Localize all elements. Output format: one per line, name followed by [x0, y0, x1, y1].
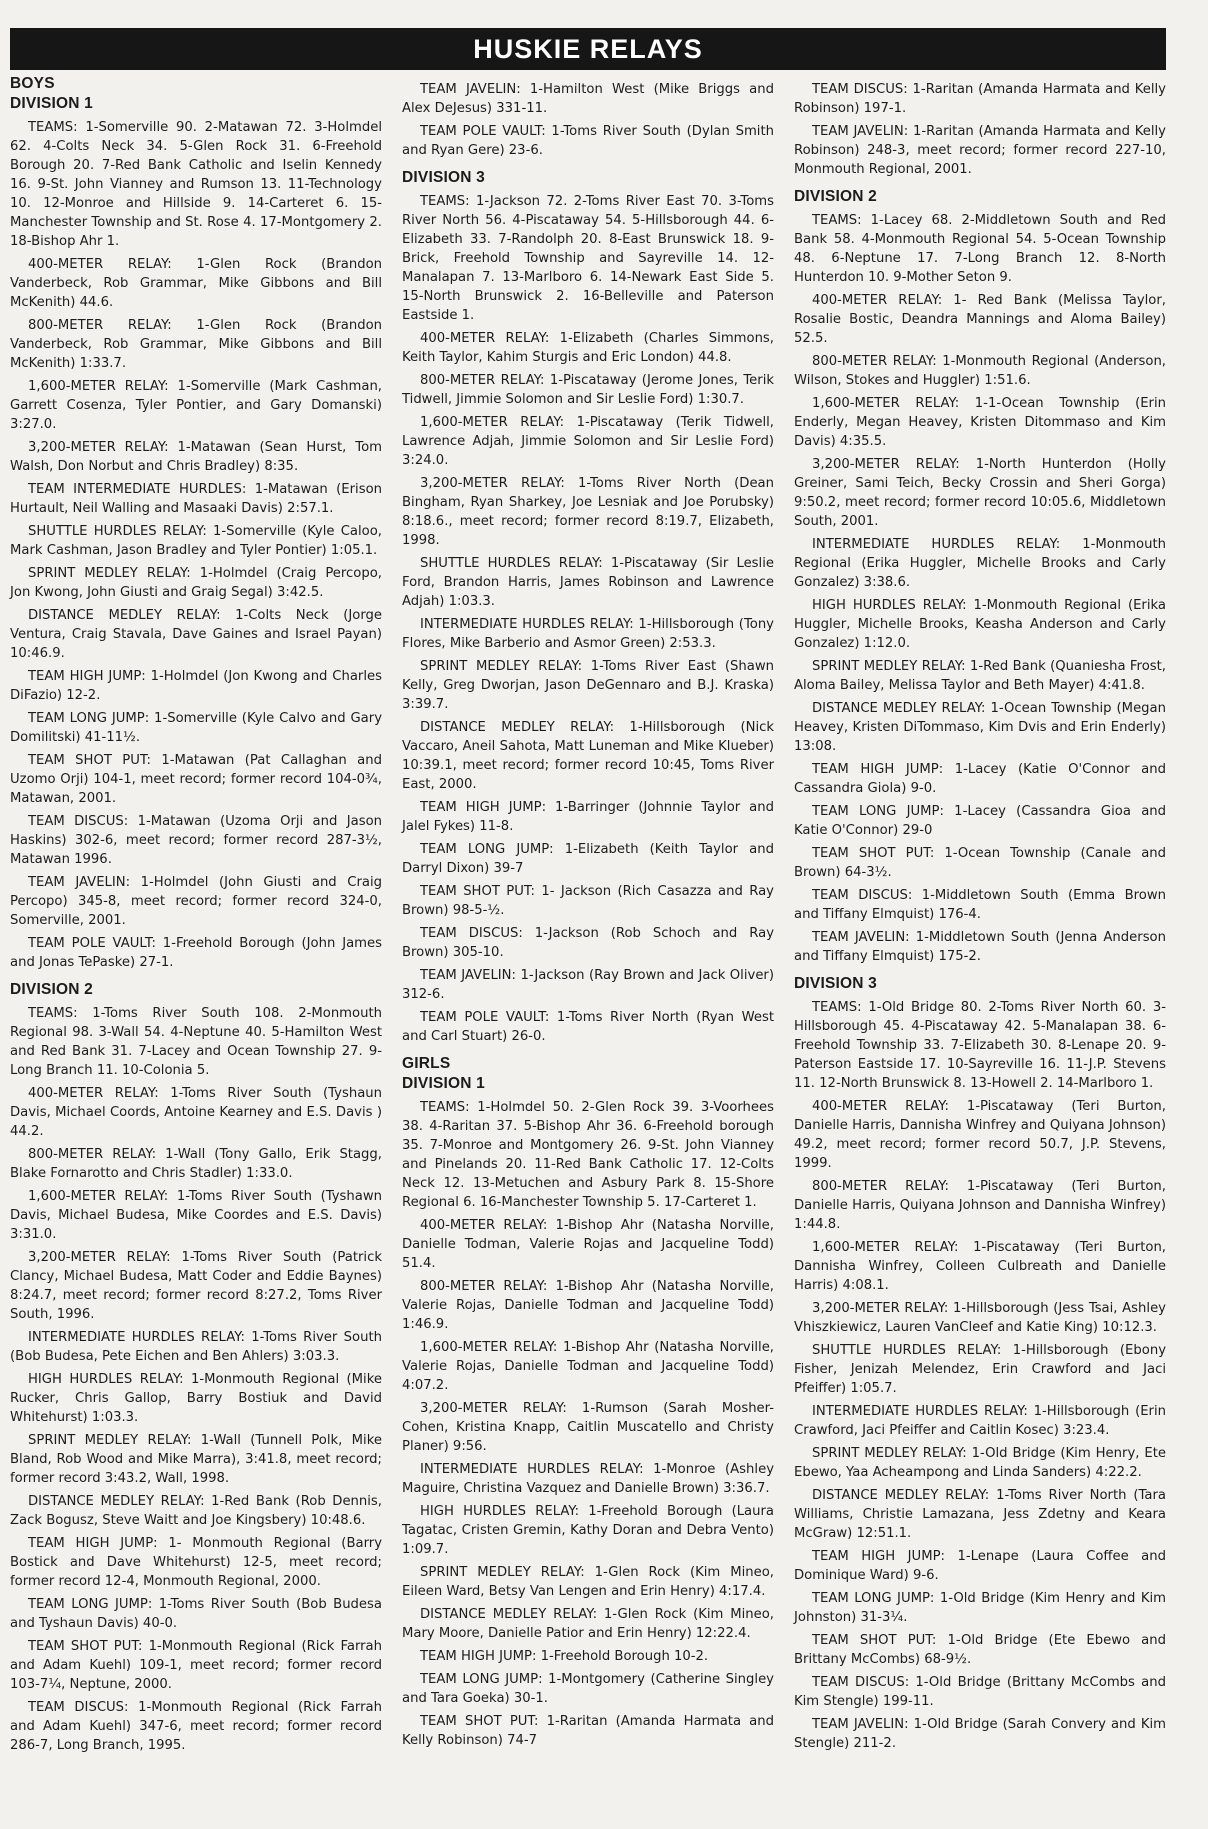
result-entry: TEAM POLE VAULT: 1-Freehold Borough (John James and Jonas TePaske) 27-1.	[10, 936, 382, 970]
result-entry: TEAM LONG JUMP: 1-Elizabeth (Keith Taylor and Darryl Dixon) 39-7	[402, 842, 774, 876]
result-entry: DISTANCE MEDLEY RELAY: 1-Colts Neck (Jorge Ventura, Craig Stavala, Dave Gaines and Israel Payan) 10:46.9.	[10, 608, 382, 661]
result-entry: 400-METER RELAY: 1-Piscataway (Teri Burton, Danielle Harris, Dannisha Winfrey and Quiyana Johnson) 49.2, meet record; former record 50.7, J.P. Stevens, 1999.	[794, 1099, 1166, 1171]
result-entry: HIGH HURDLES RELAY: 1-Monmouth Regional (Mike Rucker, Chris Gallop, Barry Bostiuk and David Whitehurst) 1:03.3.	[10, 1372, 382, 1425]
result-entry: 3,200-METER RELAY: 1-Toms River North (Dean Bingham, Ryan Sharkey, Joe Lesniak and Joe Porubsky) 8:18.6., meet record; former record 8:19.7, Elizabeth, 1998.	[402, 476, 774, 548]
result-entry: TEAM LONG JUMP: 1-Somerville (Kyle Calvo and Gary Domilitski) 41-11½.	[10, 711, 382, 745]
result-entry: 3,200-METER RELAY: 1-North Hunterdon (Holly Greiner, Sami Teich, Becky Crossin and Sheri Gorga) 9:50.2, meet record; former record 10:05.6, Middletown South, 2001.	[794, 457, 1166, 529]
result-entry: TEAM SHOT PUT: 1-Matawan (Pat Callaghan and Uzomo Orji) 104-1, meet record; former record 104-0¾, Matawan, 2001.	[10, 753, 382, 806]
result-entry: 400-METER RELAY: 1-Elizabeth (Charles Simmons, Keith Taylor, Kahim Sturgis and Eric London) 44.8.	[402, 331, 774, 365]
result-entry: TEAM DISCUS: 1-Monmouth Regional (Rick Farrah and Adam Kuehl) 347-6, meet record; former record 286-7, Long Branch, 1995.	[10, 1700, 382, 1753]
section-heading: DIVISION 3	[402, 169, 485, 186]
result-entry: 1,600-METER RELAY: 1-Bishop Ahr (Natasha Norville, Valerie Rojas, Danielle Todman and Jacqueline Todd) 4:07.2.	[402, 1340, 774, 1393]
result-entry: INTERMEDIATE HURDLES RELAY: 1-Monmouth Regional (Erika Huggler, Michelle Brooks and Carly Gonzalez) 3:38.6.	[794, 537, 1166, 590]
section-heading: DIVISION 2	[10, 981, 93, 998]
result-entry: TEAM HIGH JUMP: 1-Barringer (Johnnie Taylor and Jalel Fykes) 11-8.	[402, 800, 774, 834]
result-entry: TEAM SHOT PUT: 1-Old Bridge (Ete Ebewo and Brittany McCombs) 68-9½.	[794, 1633, 1166, 1667]
result-entry: SHUTTLE HURDLES RELAY: 1-Somerville (Kyle Caloo, Mark Cashman, Jason Bradley and Tyler Pontier) 1:05.1.	[10, 524, 382, 558]
result-entry: 400-METER RELAY: 1- Red Bank (Melissa Taylor, Rosalie Bostic, Deandra Mannings and Aloma Bailey) 52.5.	[794, 293, 1166, 346]
section-heading: GIRLS	[402, 1055, 451, 1072]
section-heading: DIVISION 3	[794, 975, 877, 992]
result-entry: 800-METER RELAY: 1-Monmouth Regional (Anderson, Wilson, Stokes and Huggler) 1:51.6.	[794, 354, 1166, 388]
result-entry: TEAM POLE VAULT: 1-Toms River North (Ryan West and Carl Stuart) 26-0.	[402, 1010, 774, 1044]
section-heading: DIVISION 1	[10, 95, 93, 112]
result-entry: 3,200-METER RELAY: 1-Matawan (Sean Hurst, Tom Walsh, Don Norbut and Chris Bradley) 8:35.	[10, 440, 382, 474]
result-entry: TEAM DISCUS: 1-Raritan (Amanda Harmata and Kelly Robinson) 197-1.	[794, 82, 1166, 116]
section-banner: HUSKIE RELAYS	[10, 28, 1166, 70]
result-entry: 3,200-METER RELAY: 1-Toms River South (Patrick Clancy, Michael Budesa, Matt Coder and Eddie Baynes) 8:24.7, meet record; former record 8:27.2, Toms River South, 1996.	[10, 1250, 382, 1322]
result-entry: TEAM SHOT PUT: 1- Jackson (Rich Casazza and Ray Brown) 98-5-½.	[402, 884, 774, 918]
result-entry: TEAM HIGH JUMP: 1-Holmdel (Jon Kwong and Charles DiFazio) 12-2.	[10, 669, 382, 703]
result-entry: TEAM JAVELIN: 1-Raritan (Amanda Harmata and Kelly Robinson) 248-3, meet record; former record 227-10, Monmouth Regional, 2001.	[794, 124, 1166, 177]
result-entry: TEAM SHOT PUT: 1-Monmouth Regional (Rick Farrah and Adam Kuehl) 109-1, meet record; former record 103-7¼, Neptune, 2000.	[10, 1639, 382, 1692]
result-entry: SPRINT MEDLEY RELAY: 1-Wall (Tunnell Polk, Mike Bland, Rob Wood and Mike Marra), 3:41.8, meet record; former record 3:43.2, Wall, 1998.	[10, 1433, 382, 1486]
result-entry: TEAMS: 1-Old Bridge 80. 2-Toms River North 60. 3-Hillsborough 45. 4-Piscataway 42. 5-Manalapan 38. 6-Freehold Township 33. 7-Elizabeth 30. 8-Lenape 20. 9-Paterson Eastside 17. 10-Sayreville 16. 11-J.P. Stevens 11. 12-North Brunswick 8. 13-Howell 2. 14-Marlboro 1.	[794, 1000, 1166, 1091]
result-entry: TEAM LONG JUMP: 1-Lacey (Cassandra Gioa and Katie O'Connor) 29-0	[794, 804, 1166, 838]
result-entry: TEAM JAVELIN: 1-Holmdel (John Giusti and Craig Percopo) 345-8, meet record; former record 324-0, Somerville, 2001.	[10, 875, 382, 928]
result-entry: 800-METER RELAY: 1-Bishop Ahr (Natasha Norville, Valerie Rojas, Danielle Todman and Jacqueline Todd) 1:46.9.	[402, 1279, 774, 1332]
result-entry: TEAM DISCUS: 1-Jackson (Rob Schoch and Ray Brown) 305-10.	[402, 926, 774, 960]
result-entry: HIGH HURDLES RELAY: 1-Freehold Borough (Laura Tagatac, Cristen Gremin, Kathy Doran and Debra Vento) 1:09.7.	[402, 1504, 774, 1557]
result-entry: TEAMS: 1-Lacey 68. 2-Middletown South and Red Bank 58. 4-Monmouth Regional 54. 5-Ocean Township 48. 6-Neptune 17. 7-Long Branch 12. 8-North Hunterdon 10. 9-Mother Seton 9.	[794, 213, 1166, 285]
result-entry: SPRINT MEDLEY RELAY: 1-Toms River East (Shawn Kelly, Greg Dworjan, Jason DeGennaro and B.J. Kraska) 3:39.7.	[402, 659, 774, 712]
result-entry: TEAM JAVELIN: 1-Hamilton West (Mike Briggs and Alex DeJesus) 331-11.	[402, 82, 774, 116]
section-heading: BOYS	[10, 75, 55, 92]
result-entry: TEAM JAVELIN: 1-Old Bridge (Sarah Convery and Kim Stengle) 211-2.	[794, 1717, 1166, 1751]
results-page	[10, 28, 1166, 1759]
result-entry: TEAMS: 1-Toms River South 108. 2-Monmouth Regional 98. 3-Wall 54. 4-Neptune 40. 5-Hamilton West and Red Bank 31. 7-Lacey and Ocean Township 27. 9-Long Branch 11. 10-Colonia 5.	[10, 1006, 382, 1078]
section-heading: DIVISION 2	[794, 188, 877, 205]
result-entry: HIGH HURDLES RELAY: 1-Monmouth Regional (Erika Huggler, Michelle Brooks, Keasha Anderson and Carly Gonzalez) 1:12.0.	[794, 598, 1166, 651]
column-3	[794, 74, 1166, 1759]
result-entry: 3,200-METER RELAY: 1-Hillsborough (Jess Tsai, Ashley Vhiszkiewicz, Lauren VanCleef and Katie King) 10:12.3.	[794, 1301, 1166, 1335]
section-heading: DIVISION 1	[402, 1075, 485, 1092]
column-2	[402, 74, 774, 1759]
result-entry: 800-METER RELAY: 1-Piscataway (Jerome Jones, Terik Tidwell, Jimmie Solomon and Sir Leslie Ford) 1:30.7.	[402, 373, 774, 407]
result-entry: TEAM HIGH JUMP: 1-Lenape (Laura Coffee and Dominique Ward) 9-6.	[794, 1549, 1166, 1583]
result-entry: SPRINT MEDLEY RELAY: 1-Glen Rock (Kim Mineo, Eileen Ward, Betsy Van Lengen and Erin Henry) 4:17.4.	[402, 1565, 774, 1599]
result-entry: 1,600-METER RELAY: 1-Toms River South (Tyshawn Davis, Michael Budesa, Mike Coordes and E.S. Davis) 3:31.0.	[10, 1189, 382, 1242]
results-columns	[10, 74, 1166, 1759]
result-entry: 1,600-METER RELAY: 1-Somerville (Mark Cashman, Garrett Cosenza, Tyler Pontier, and Gary Domanski) 3:27.0.	[10, 379, 382, 432]
result-entry: DISTANCE MEDLEY RELAY: 1-Hillsborough (Nick Vaccaro, Aneil Sahota, Matt Luneman and Mike Klueber) 10:39.1, meet record; former record 10:45, Toms River East, 2000.	[402, 720, 774, 792]
result-entry: DISTANCE MEDLEY RELAY: 1-Ocean Township (Megan Heavey, Kristen DiTommaso, Kim Dvis and Erin Enderly) 13:08.	[794, 701, 1166, 754]
result-entry: TEAM JAVELIN: 1-Middletown South (Jenna Anderson and Tiffany Elmquist) 175-2.	[794, 930, 1166, 964]
result-entry: TEAM LONG JUMP: 1-Toms River South (Bob Budesa and Tyshaun Davis) 40-0.	[10, 1597, 382, 1631]
result-entry: TEAMS: 1-Jackson 72. 2-Toms River East 70. 3-Toms River North 56. 4-Piscataway 54. 5-Hillsborough 44. 6-Elizabeth 33. 7-Randolph 20. 8-East Brunswick 18. 9-Brick, Freehold Township and Sayreville 14. 12-Manalapan 7. 13-Marlboro 6. 14-Newark East Side 5. 15-North Brunswick 2. 16-Belleville and Paterson Eastside 1.	[402, 194, 774, 323]
result-entry: 1,600-METER RELAY: 1-Piscataway (Teri Burton, Dannisha Winfrey, Colleen Culbreath and Danielle Harris) 4:08.1.	[794, 1240, 1166, 1293]
result-entry: 400-METER RELAY: 1-Bishop Ahr (Natasha Norville, Danielle Todman, Valerie Rojas and Jacqueline Todd) 51.4.	[402, 1218, 774, 1271]
result-entry: 400-METER RELAY: 1-Toms River South (Tyshaun Davis, Michael Coords, Antoine Kearney and E.S. Davis ) 44.2.	[10, 1086, 382, 1139]
result-entry: 800-METER RELAY: 1-Glen Rock (Brandon Vanderbeck, Rob Grammar, Mike Gibbons and Bill McKenith) 1:33.7.	[10, 318, 382, 371]
result-entry: 1,600-METER RELAY: 1-1-Ocean Township (Erin Enderly, Megan Heavey, Kristen Ditommaso and Kim Davis) 4:35.5.	[794, 396, 1166, 449]
result-entry: TEAM POLE VAULT: 1-Toms River South (Dylan Smith and Ryan Gere) 23-6.	[402, 124, 774, 158]
result-entry: TEAM DISCUS: 1-Old Bridge (Brittany McCombs and Kim Stengle) 199-11.	[794, 1675, 1166, 1709]
result-entry: SPRINT MEDLEY RELAY: 1-Old Bridge (Kim Henry, Ete Ebewo, Yaa Acheampong and Linda Sanders) 4:22.2.	[794, 1446, 1166, 1480]
result-entry: 400-METER RELAY: 1-Glen Rock (Brandon Vanderbeck, Rob Grammar, Mike Gibbons and Bill McKenith) 44.6.	[10, 257, 382, 310]
result-entry: TEAM LONG JUMP: 1-Montgomery (Catherine Singley and Tara Goeka) 30-1.	[402, 1672, 774, 1706]
result-entry: TEAM INTERMEDIATE HURDLES: 1-Matawan (Erison Hurtault, Neil Walling and Masaaki Davis) 2:57.1.	[10, 482, 382, 516]
result-entry: INTERMEDIATE HURDLES RELAY: 1-Hillsborough (Tony Flores, Mike Barberio and Asmor Green) 2:53.3.	[402, 617, 774, 651]
result-entry: SPRINT MEDLEY RELAY: 1-Red Bank (Quaniesha Frost, Aloma Bailey, Melissa Taylor and Beth Mayer) 4:41.8.	[794, 659, 1166, 693]
result-entry: TEAM JAVELIN: 1-Jackson (Ray Brown and Jack Oliver) 312-6.	[402, 968, 774, 1002]
result-entry: DISTANCE MEDLEY RELAY: 1-Red Bank (Rob Dennis, Zack Bogusz, Steve Waitt and Joe Kingsbery) 10:48.6.	[10, 1494, 382, 1528]
result-entry: TEAM DISCUS: 1-Matawan (Uzoma Orji and Jason Haskins) 302-6, meet record; former record 287-3½, Matawan 1996.	[10, 814, 382, 867]
result-entry: TEAM LONG JUMP: 1-Old Bridge (Kim Henry and Kim Johnston) 31-3¼.	[794, 1591, 1166, 1625]
result-entry: INTERMEDIATE HURDLES RELAY: 1-Toms River South (Bob Budesa, Pete Eichen and Ben Ahlers) 3:03.3.	[10, 1330, 382, 1364]
result-entry: TEAMS: 1-Somerville 90. 2-Matawan 72. 3-Holmdel 62. 4-Colts Neck 34. 5-Glen Rock 31. 6-Freehold Borough 20. 7-Red Bank Catholic and Iselin Kennedy 16. 9-St. John Vianney and Rumson 13. 11-Technology 10. 12-Monroe and Hillside 9. 14-Carteret 6. 15-Manchester Township and St. Rose 4. 17-Montgomery 2. 18-Bishop Ahr 1.	[10, 120, 382, 249]
result-entry: INTERMEDIATE HURDLES RELAY: 1-Hillsborough (Erin Crawford, Jaci Pfeiffer and Caitlin Kosec) 3:23.4.	[794, 1404, 1166, 1438]
result-entry: SPRINT MEDLEY RELAY: 1-Holmdel (Craig Percopo, Jon Kwong, John Giusti and Graig Segal) 3:42.5.	[10, 566, 382, 600]
result-entry: TEAM SHOT PUT: 1-Raritan (Amanda Harmata and Kelly Robinson) 74-7	[402, 1714, 774, 1748]
result-entry: 800-METER RELAY: 1-Wall (Tony Gallo, Erik Stagg, Blake Fornarotto and Chris Stadler) 1:33.0.	[10, 1147, 382, 1181]
result-entry: TEAM DISCUS: 1-Middletown South (Emma Brown and Tiffany Elmquist) 176-4.	[794, 888, 1166, 922]
result-entry: TEAM HIGH JUMP: 1-Lacey (Katie O'Connor and Cassandra Giola) 9-0.	[794, 762, 1166, 796]
result-entry: 800-METER RELAY: 1-Piscataway (Teri Burton, Danielle Harris, Quiyana Johnson and Dannisha Winfrey) 1:44.8.	[794, 1179, 1166, 1232]
result-entry: DISTANCE MEDLEY RELAY: 1-Toms River North (Tara Williams, Christie Lamazana, Jess Zdetny and Keara McGraw) 12:51.1.	[794, 1488, 1166, 1541]
result-entry: TEAMS: 1-Holmdel 50. 2-Glen Rock 39. 3-Voorhees 38. 4-Raritan 37. 5-Bishop Ahr 36. 6-Freehold borough 35. 7-Monroe and Montgomery 26. 9-St. John Vianney and Pinelands 20. 11-Red Bank Catholic 17. 12-Colts Neck 12. 13-Metuchen and Asbury Park 8. 15-Shore Regional 6. 16-Manchester Township 5. 17-Carteret 1.	[402, 1100, 774, 1210]
result-entry: TEAM HIGH JUMP: 1-Freehold Borough 10-2.	[420, 1649, 709, 1664]
result-entry: TEAM SHOT PUT: 1-Ocean Township (Canale and Brown) 64-3½.	[794, 846, 1166, 880]
column-1	[10, 74, 382, 1759]
result-entry: 1,600-METER RELAY: 1-Piscataway (Terik Tidwell, Lawrence Adjah, Jimmie Solomon and Sir Leslie Ford) 3:24.0.	[402, 415, 774, 468]
result-entry: SHUTTLE HURDLES RELAY: 1-Hillsborough (Ebony Fisher, Jenizah Melendez, Erin Crawford and Jaci Pfeiffer) 1:05.7.	[794, 1343, 1166, 1396]
result-entry: SHUTTLE HURDLES RELAY: 1-Piscataway (Sir Leslie Ford, Brandon Harris, James Robinson and Lawrence Adjah) 1:03.3.	[402, 556, 774, 609]
result-entry: TEAM HIGH JUMP: 1- Monmouth Regional (Barry Bostick and Dave Whitehurst) 12-5, meet record; former record 12-4, Monmouth Regional, 2000.	[10, 1536, 382, 1589]
result-entry: INTERMEDIATE HURDLES RELAY: 1-Monroe (Ashley Maguire, Christina Vazquez and Danielle Brown) 3:36.7.	[402, 1462, 774, 1496]
result-entry: DISTANCE MEDLEY RELAY: 1-Glen Rock (Kim Mineo, Mary Moore, Danielle Patior and Erin Henry) 12:22.4.	[402, 1607, 774, 1641]
result-entry: 3,200-METER RELAY: 1-Rumson (Sarah Mosher-Cohen, Kristina Knapp, Caitlin Muscatello and Christy Planer) 9:56.	[402, 1401, 774, 1454]
